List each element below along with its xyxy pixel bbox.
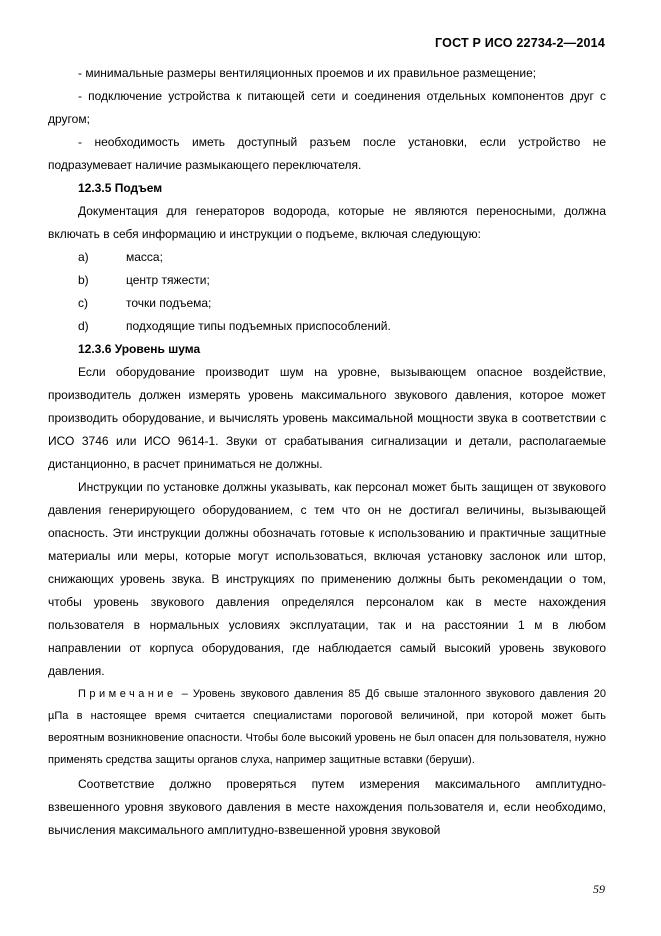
list-marker: c)	[78, 296, 88, 310]
list-marker: b)	[78, 273, 89, 287]
list-item-text: масса;	[126, 250, 163, 264]
list-item-text: центр тяжести;	[126, 273, 210, 287]
lifting-intro-paragraph: Документация для генераторов водорода, которые не являются переносными, должна включать в себя информацию и инструкции о подъеме, включая следующую:	[48, 204, 606, 241]
list-marker: d)	[78, 319, 89, 333]
list-item	[78, 315, 606, 338]
list-marker: a)	[78, 250, 89, 264]
page-number: 59	[593, 882, 605, 896]
list-item	[78, 246, 606, 269]
document-header: ГОСТ Р ИСО 22734-2—2014	[435, 36, 605, 50]
section-heading-noise: 12.3.6 Уровень шума	[78, 342, 201, 356]
list-item	[78, 269, 606, 292]
document-body	[48, 62, 606, 842]
note-text: – Уровень звукового давления 85 Дб свыше эталонного звукового давления 20 µПа в настоящее время считается специалистами пороговой величиной, при которой может быть вероятным возникновение опасности. Чтобы боле высокий уровень не был опасен для пользователя, нужно применять средства защиты органов слуха, например защитные вставки (беруши).	[48, 688, 606, 766]
noise-paragraph-1: Если оборудование производит шум на уровне, вызывающем опасное воздействие, производитель должен измерять уровень максимального звукового давления, которое может производить оборудование, и вычислять уровень максимальной мощности звука в соответствии с ИСО 3746 или ИСО 9614-1. Звуки от срабатывания сигнализации и детали, располагаемые дистанционно, в расчет приниматься не должны.	[48, 365, 606, 471]
list-item-text: точки подъема;	[126, 296, 212, 310]
list-item	[78, 292, 606, 315]
noise-paragraph-2: Инструкции по установке должны указывать, как персонал может быть защищен от звукового давления генерирующего оборудованием, с тем что он не достигал величины, вызывающей опасность. Эти инструкции должны обозначать готовые к использованию и практичные защитные материалы или меры, которые могут использоваться, включая установку заслонок или штор, снижающих уровень звука. В инструкциях по применению должны быть рекомендации о том, чтобы уровень звукового давления определялся персоналом как в месте нахождения пользователя в нормальных условиях эксплуатации, так и на расстоянии 1 м в любом направлении от корпуса оборудования, где наблюдается самый высокий уровень звукового давления.	[48, 480, 606, 678]
note-paragraph	[48, 683, 606, 771]
noise-paragraph-3: Соответствие должно проверяться путем измерения максимального амплитудно-взвешенного уровня звукового давления в месте нахождения пользователя и, если необходимо, вычисления максимального амплитудно-взвешенной уровня звуковой	[48, 777, 606, 837]
note-label: Примечание	[78, 688, 177, 700]
bullet-accessible-socket: - необходимость иметь доступный разъем после установки, если устройство не подразумевает наличие размыкающего переключателя.	[48, 135, 606, 172]
section-heading-lifting: 12.3.5 Подъем	[78, 181, 163, 195]
list-item-text: подходящие типы подъемных приспособлений.	[126, 319, 391, 333]
bullet-power-connection: - подключение устройства к питающей сети и соединения отдельных компонентов друг с другом;	[48, 89, 606, 126]
bullet-ventilation: - минимальные размеры вентиляционных проемов и их правильное размещение;	[78, 66, 537, 80]
